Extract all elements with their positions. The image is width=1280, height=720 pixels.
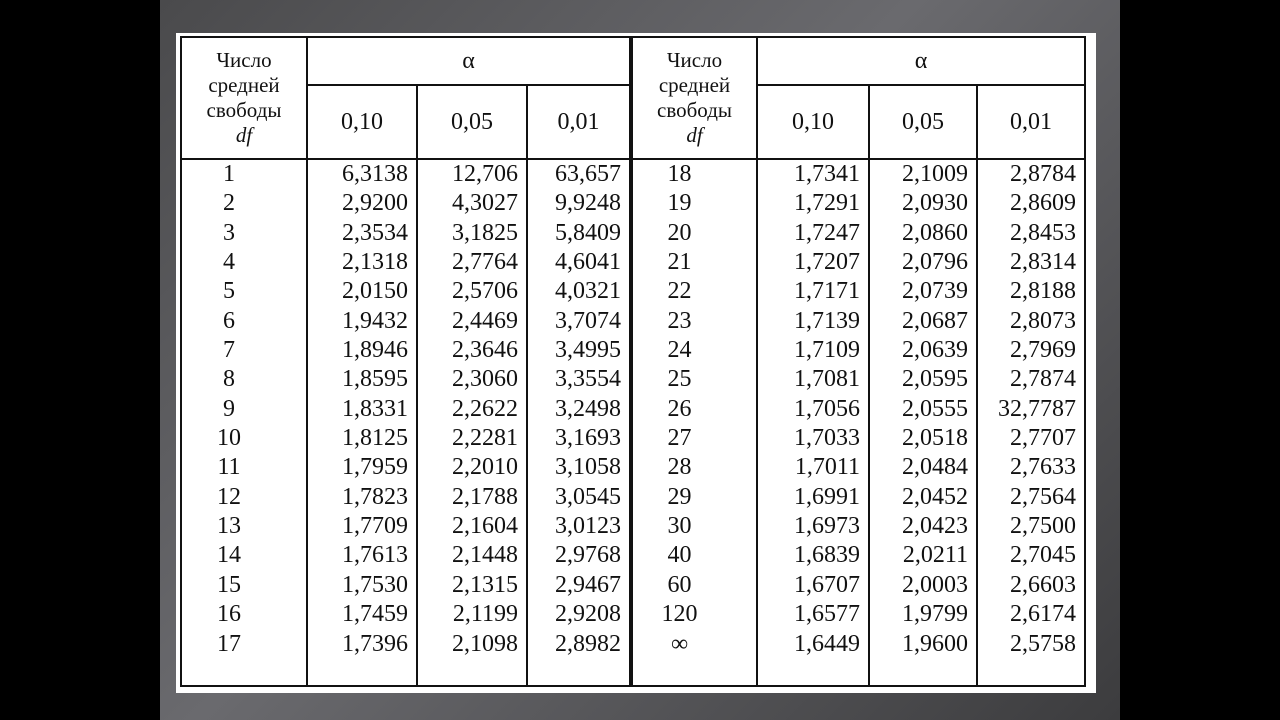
table-cell: 1,7139 <box>794 307 860 334</box>
table-cell: 4,6041 <box>555 249 621 276</box>
table-cell: 4,0321 <box>555 278 621 305</box>
col-header-010-left: 0,10 <box>307 85 417 159</box>
table-cell: 1,7033 <box>794 425 860 452</box>
table-cell: 2,3060 <box>452 366 518 393</box>
table-cell: 3,1825 <box>452 219 518 246</box>
table-cell: 40 <box>667 542 692 569</box>
table-cell: 1,6839 <box>794 542 860 569</box>
table-cell: 13 <box>217 513 241 540</box>
table-cell: 2,7764 <box>452 249 518 276</box>
table-cell: 2,7969 <box>1010 337 1076 364</box>
table-cell: 63,657 <box>555 161 621 187</box>
table-cell: 5,8409 <box>555 219 621 246</box>
table-cell: 1,6577 <box>794 601 860 628</box>
table-cell: 1,8331 <box>342 395 408 422</box>
table-cell: 2,7045 <box>1010 542 1076 569</box>
table-cell: 1,8125 <box>342 425 408 452</box>
table-cell: 1,7081 <box>794 366 860 393</box>
table-cell: 1,7207 <box>794 249 860 276</box>
table-cell: 1,7291 <box>794 190 860 217</box>
table-cell: 2,8982 <box>555 630 621 657</box>
header-label-line2: средней <box>658 73 731 97</box>
table-cell: 2,7564 <box>1010 483 1076 510</box>
header-label-line3: свободы <box>657 98 732 122</box>
table-cell: 18 <box>667 161 692 187</box>
table-cell: 12 <box>217 483 241 510</box>
table-cell: 21 <box>667 249 692 276</box>
table-cell: 2,0796 <box>902 249 968 276</box>
table-cell: 1,7396 <box>342 630 408 657</box>
table-cell: 2,0639 <box>902 337 968 364</box>
table-cell: 2,1199 <box>452 601 518 628</box>
table-cell: 17 <box>217 630 241 657</box>
table-cell: 4,3027 <box>452 190 518 217</box>
col-header-010-right: 0,10 <box>757 85 869 159</box>
table-cell: 11 <box>217 454 241 481</box>
alpha-header-left: α <box>307 37 631 85</box>
table-cell: 2 <box>223 190 235 217</box>
table-cell: 2,0150 <box>342 278 408 305</box>
table-cell: 1,6449 <box>794 630 860 657</box>
table-cell: 2,1009 <box>902 161 968 187</box>
table-cell: 1,7171 <box>794 278 860 305</box>
alpha010-column-left <box>307 159 417 686</box>
table-cell: 2,2010 <box>452 454 518 481</box>
df-header-left <box>181 37 307 159</box>
table-cell: 16 <box>217 601 241 628</box>
header-label-line1: Число <box>666 48 723 72</box>
table-cell: ∞ <box>670 630 689 657</box>
table-cell: 1,7109 <box>794 337 860 364</box>
table-cell: 1,9600 <box>902 630 968 657</box>
table-cell: 2,1315 <box>452 571 518 598</box>
table-cell: 1,7011 <box>794 454 860 481</box>
table-cell: 6,3138 <box>342 161 408 187</box>
table-cell: 2,6174 <box>1010 601 1076 628</box>
table-cell: 2,8784 <box>1010 161 1076 187</box>
table-cell: 1,7959 <box>342 454 408 481</box>
header-df: df <box>686 123 703 147</box>
table-cell: 24 <box>667 337 692 364</box>
table-cell: 2,7500 <box>1010 513 1076 540</box>
table-cell: 2,7874 <box>1010 366 1076 393</box>
table-cell: 2,0687 <box>902 307 968 334</box>
table-cell: 2,1098 <box>452 630 518 657</box>
alpha010-column-right <box>757 159 869 686</box>
t-distribution-table <box>180 36 1086 687</box>
table-cell: 2,0555 <box>902 395 968 422</box>
table-cell: 5 <box>223 278 235 305</box>
table-cell: 9 <box>223 395 235 422</box>
table-cell: 1,6973 <box>794 513 860 540</box>
table-cell: 10 <box>217 425 241 452</box>
table-cell: 27 <box>667 425 692 452</box>
table-cell: 1,7247 <box>794 219 860 246</box>
table-cell: 6 <box>223 307 235 334</box>
table-cell: 2,2281 <box>452 425 518 452</box>
table-cell: 3,0123 <box>555 513 621 540</box>
table-cell: 2,1604 <box>452 513 518 540</box>
table-cell: 2,0595 <box>902 366 968 393</box>
table-cell: 3,3554 <box>555 366 621 393</box>
alpha001-column-left <box>527 159 631 686</box>
table-cell: 2,7633 <box>1010 454 1076 481</box>
table-cell: 4 <box>223 249 235 276</box>
table-cell: 2,0211 <box>902 542 968 569</box>
table-cell: 2,2622 <box>452 395 518 422</box>
alpha005-column-left <box>417 159 527 686</box>
table-cell: 1,7341 <box>794 161 860 187</box>
table-cell: 1,8946 <box>342 337 408 364</box>
table-cell: 2,1448 <box>452 542 518 569</box>
header-label-line2: средней <box>208 73 280 97</box>
table-cell: 1,6707 <box>794 571 860 598</box>
table-cell: 1,7056 <box>794 395 860 422</box>
table-cell: 2,3646 <box>452 337 518 364</box>
table-cell: 2,0739 <box>902 278 968 305</box>
alpha-header-right: α <box>757 37 1085 85</box>
table-cell: 2,6603 <box>1010 571 1076 598</box>
table-cell: 1,7613 <box>342 542 408 569</box>
table-cell: 2,0484 <box>902 454 968 481</box>
table-cell: 32,7787 <box>998 395 1076 422</box>
table-cell: 2,8188 <box>1010 278 1076 305</box>
table-cell: 19 <box>667 190 692 217</box>
table-cell: 2,0423 <box>902 513 968 540</box>
table-cell: 2,4469 <box>452 307 518 334</box>
table-cell: 1,9432 <box>342 307 408 334</box>
table-cell: 2,0518 <box>902 425 968 452</box>
col-header-005-right: 0,05 <box>869 85 977 159</box>
table-cell: 22 <box>667 278 692 305</box>
table-cell: 3 <box>223 219 235 246</box>
alpha001-column-right <box>977 159 1085 686</box>
table-cell: 2,9467 <box>555 571 621 598</box>
table-cell: 2,1318 <box>342 249 408 276</box>
table-cell: 2,9768 <box>555 542 621 569</box>
header-label-line1: Число <box>216 48 272 72</box>
col-header-005-left: 0,05 <box>417 85 527 159</box>
table-cell: 25 <box>667 366 692 393</box>
table-cell: 1 <box>223 161 235 187</box>
header-df: df <box>235 123 253 147</box>
table-cell: 2,8314 <box>1010 249 1076 276</box>
table-cell: 3,4995 <box>555 337 621 364</box>
table-cell: 20 <box>667 219 692 246</box>
table-cell: 3,2498 <box>555 395 621 422</box>
df-column-left <box>181 159 307 686</box>
table-cell: 1,6991 <box>794 483 860 510</box>
table-cell: 2,0860 <box>902 219 968 246</box>
table-cell: 120 <box>661 601 698 628</box>
table-cell: 3,0545 <box>555 483 621 510</box>
table-cell: 3,7074 <box>555 307 621 334</box>
table-cell: 2,9200 <box>342 190 408 217</box>
col-header-001-left: 0,01 <box>527 85 631 159</box>
table-cell: 26 <box>667 395 692 422</box>
table-cell: 2,3534 <box>342 219 408 246</box>
df-column-right <box>631 159 757 686</box>
table-cell: 2,8609 <box>1010 190 1076 217</box>
df-header-right <box>631 37 757 159</box>
table-cell: 3,1693 <box>555 425 621 452</box>
table-cell: 3,1058 <box>555 454 621 481</box>
table-cell: 1,7823 <box>342 483 408 510</box>
table-cell: 8 <box>223 366 235 393</box>
table-cell: 15 <box>217 571 241 598</box>
table-cell: 1,7530 <box>342 571 408 598</box>
table-cell: 12,706 <box>452 161 518 187</box>
table-cell: 2,0930 <box>902 190 968 217</box>
col-header-001-right: 0,01 <box>977 85 1085 159</box>
table-cell: 30 <box>667 513 692 540</box>
table-cell: 1,8595 <box>342 366 408 393</box>
table-cell: 2,0003 <box>902 571 968 598</box>
table-cell: 60 <box>667 571 692 598</box>
table-cell: 1,7709 <box>342 513 408 540</box>
table-cell: 1,7459 <box>342 601 408 628</box>
table-cell: 7 <box>223 337 235 364</box>
table-cell: 2,5706 <box>452 278 518 305</box>
table-cell: 2,9208 <box>555 601 621 628</box>
table-cell: 2,5758 <box>1010 630 1076 657</box>
table-cell: 28 <box>667 454 692 481</box>
header-label-line3: свободы <box>206 98 282 122</box>
table-cell: 29 <box>667 483 692 510</box>
table-cell: 23 <box>667 307 692 334</box>
table-cell: 2,8453 <box>1010 219 1076 246</box>
table-cell: 9,9248 <box>555 190 621 217</box>
table-cell: 2,1788 <box>452 483 518 510</box>
table-cell: 1,9799 <box>902 601 968 628</box>
table-cell: 2,0452 <box>902 483 968 510</box>
alpha005-column-right <box>869 159 977 686</box>
table-cell: 14 <box>217 542 241 569</box>
table-cell: 2,7707 <box>1010 425 1076 452</box>
table-cell: 2,8073 <box>1010 307 1076 334</box>
